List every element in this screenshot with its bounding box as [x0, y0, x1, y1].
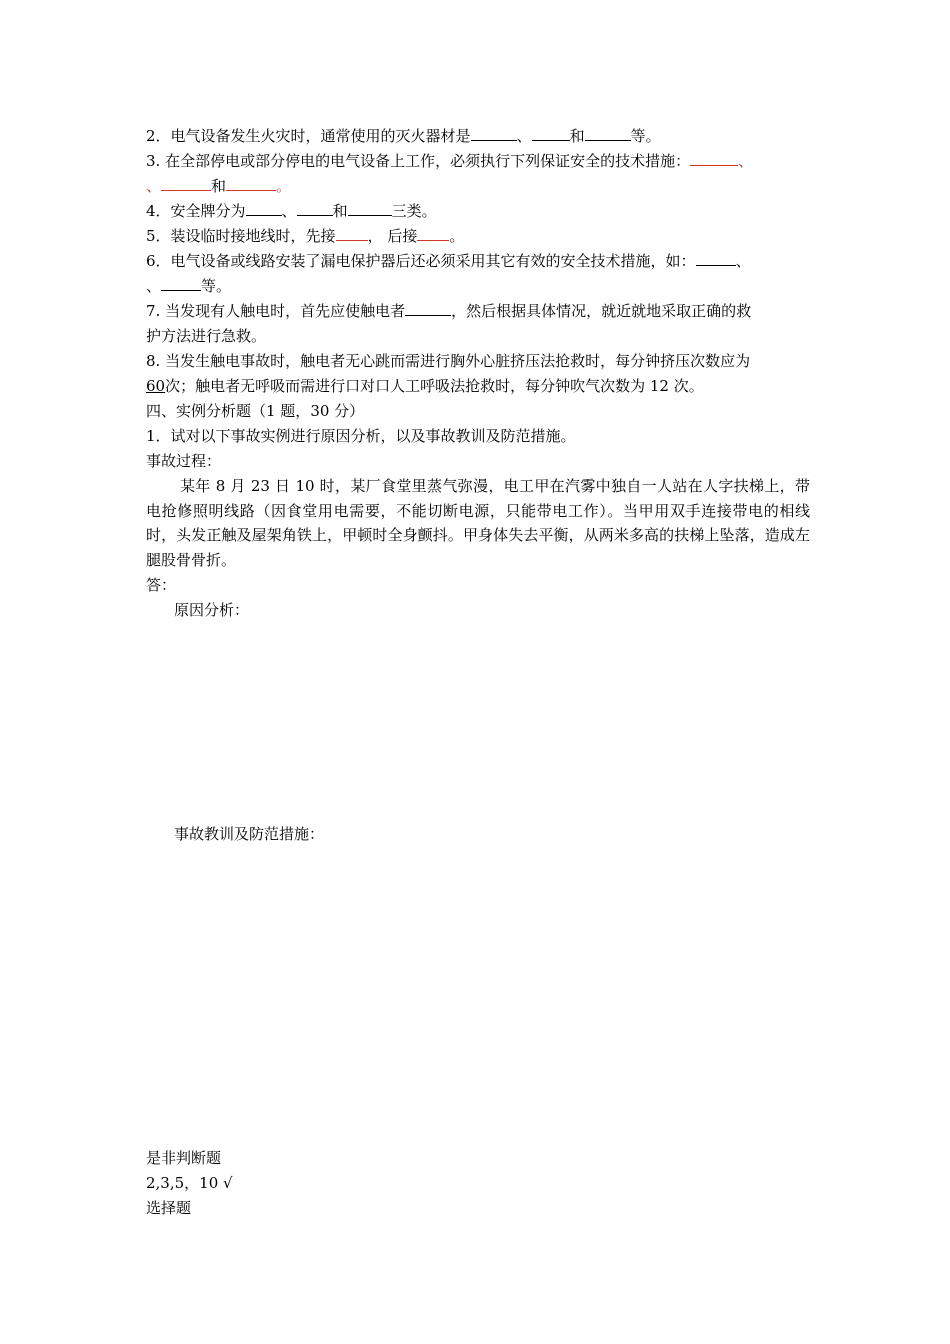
answer-label: 答：: [146, 576, 177, 594]
accident-story: 某年 8 月 23 日 10 时，某厂食堂里蒸气弥漫，电工甲在汽雾中独自一人站在人字扶梯上，带电抢修照明线路（因食堂用电需要，不能切断电源，只能带电工作）。当甲用双手连接带电的相线时，头发正触及屋架角铁上，甲顿时全身颤抖。甲身体失去平衡，从两米多高的扶梯上坠落，造成左腿股骨骨折。: [146, 477, 810, 569]
cause-analysis-label: 原因分析：: [174, 601, 250, 619]
question-7-line1: 7. 当发现有人触电时，首先应使触电者 ，然后根据具体情况，就近就地采取正确的救: [146, 302, 752, 320]
question-2: 2．电气设备发生火灾时，通常使用的灭火器材是 、 和 等。: [146, 127, 661, 145]
question-5: 5．装设临时接地线时，先接 ， 后接 。: [146, 227, 465, 245]
question-7-line2: 护方法进行急救。: [146, 327, 267, 345]
question-4: 4．安全牌分为 、 和 三类。: [146, 202, 437, 220]
section-4-title: 四、实例分析题（1 题，30 分）: [146, 402, 365, 420]
accident-process-label: 事故过程：: [146, 452, 222, 470]
question-6-line1: 6．电气设备或线路安装了漏电保护器后还必须采用其它有效的安全技术措施，如： 、: [146, 252, 751, 270]
section-4-question-1: 1．试对以下事故实例进行原因分析，以及事故教训及防范措施。: [146, 427, 576, 445]
question-6-line2: 、 等。: [146, 277, 232, 295]
question-8-line1: 8. 当发生触电事故时，触电者无心跳而需进行胸外心脏挤压法抢救时，每分钟挤压次数应为: [146, 352, 751, 370]
choice-title: 选择题: [146, 1199, 192, 1217]
lessons-label: 事故教训及防范措施：: [174, 825, 325, 843]
judge-answers: 2,3,5，10 √: [146, 1174, 233, 1192]
question-3-line1: 3. 在全部停电或部分停电的电气设备上工作，必须执行下列保证安全的技术措施： 、: [146, 152, 754, 170]
question-3-line2: 、 和 。: [146, 177, 292, 195]
question-8-line2: 60次；触电者无呼吸而需进行口对口人工呼吸法抢救时，每分钟吹气次数为 12 次。: [146, 377, 704, 395]
judge-title: 是非判断题: [146, 1149, 222, 1167]
